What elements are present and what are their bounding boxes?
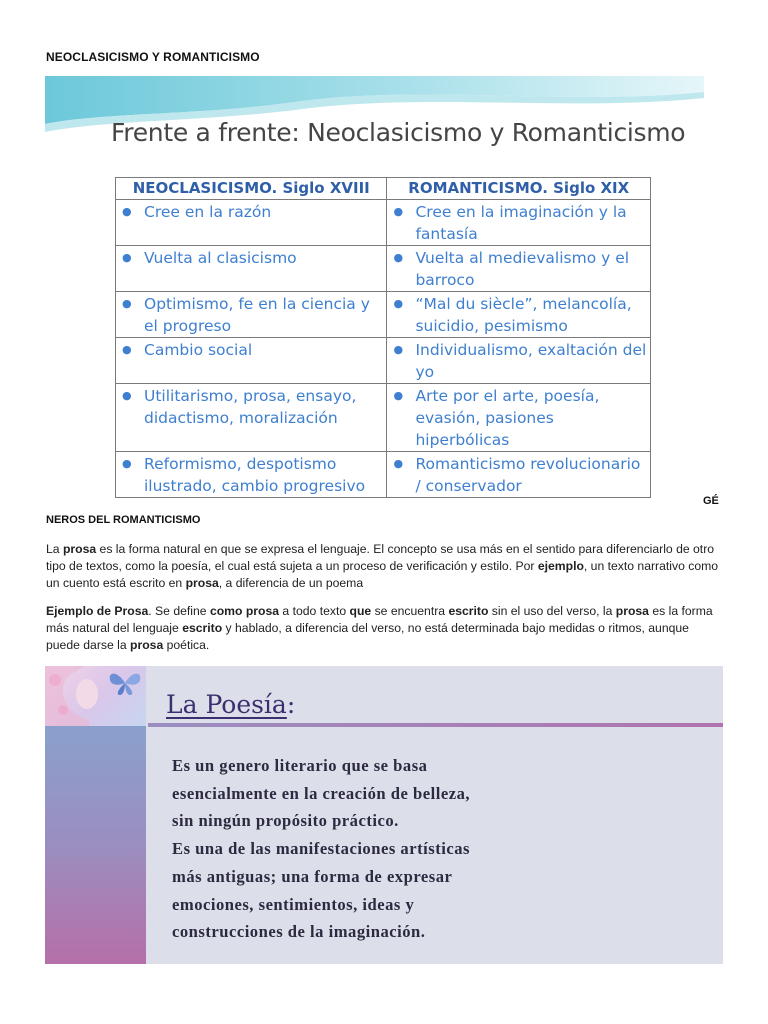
definition-line: Es una de las manifestaciones artísticas: [172, 839, 470, 859]
table-row: [116, 246, 651, 292]
cell-text: Arte por el arte, poesía, evasión, pasiones hiperbólicas: [415, 387, 600, 449]
definition-line: sin ningún propósito práctico.: [172, 811, 399, 831]
definition-line: Es un genero literario que se basa: [172, 756, 428, 775]
slide-title: Frente a frente: Neoclasicismo y Romanticismo: [111, 118, 686, 147]
definition-line: construcciones de la imaginación.: [172, 922, 426, 942]
cell-text: Reformismo, despotismo ilustrado, cambio progresivo: [144, 455, 366, 495]
table-row: [116, 384, 651, 452]
bullet-icon: ●: [393, 251, 404, 264]
poesia-definition: [172, 752, 712, 946]
prosa-paragraph: La prosa es la forma natural en que se expresa el lenguaje. El concepto se usa más en el sentido para diferenciarlo de otro tipo de textos, como la poesía, el cual está sujeta a un proceso de verificación y estilo. Por ejemplo, un texto narrativo como un cuento está escrito en prosa, a diferencia de un poema: [46, 542, 719, 590]
cell-text: Cree en la imaginación y la fantasía: [415, 203, 627, 243]
bullet-icon: ●: [122, 343, 132, 356]
header-neoclasicismo: NEOCLASICISMO. Siglo XVIII: [116, 178, 387, 200]
table-row: [116, 200, 651, 246]
table-row: [116, 452, 651, 498]
table-header-row: [116, 178, 651, 200]
definition-line: más antiguas; una forma de expresar: [172, 866, 453, 886]
cell-text: “Mal du siècle”, melancolía, suicidio, pesimismo: [415, 295, 632, 335]
bullet-icon: ●: [122, 297, 132, 310]
comparison-slide: [45, 76, 704, 506]
bullet-icon: ●: [122, 251, 132, 264]
cell-text: Romanticismo revolucionario / conservador: [415, 455, 641, 495]
definition-line: emociones, sentimientos, ideas y: [172, 894, 415, 914]
section-heading: NEROS DEL ROMANTICISMO: [46, 514, 201, 526]
bullet-icon: ●: [393, 389, 404, 402]
butterfly-icon: [107, 668, 143, 698]
bullet-icon: ●: [393, 205, 404, 218]
cell-text: Vuelta al medievalismo y el barroco: [415, 249, 630, 289]
poesia-slide: [45, 666, 723, 964]
bullet-icon: ●: [393, 343, 404, 356]
table-row: [116, 338, 651, 384]
bullet-icon: ●: [393, 297, 404, 310]
cell-text: Individualismo, exaltación del yo: [415, 341, 647, 381]
bullet-icon: ●: [393, 457, 404, 470]
document-title: NEOCLASICISMO Y ROMANTICISMO: [46, 50, 260, 64]
side-accent-bar: [45, 726, 146, 964]
cell-text: Optimismo, fe en la ciencia y el progreso: [144, 295, 370, 335]
cell-text: Utilitarismo, prosa, ensayo, didactismo, moralización: [144, 387, 357, 427]
table-row: [116, 292, 651, 338]
bullet-icon: ●: [122, 457, 132, 470]
heading-fragment: GÉ: [703, 495, 719, 507]
title-rule: [148, 723, 723, 727]
header-romanticismo: ROMANTICISMO. Siglo XIX: [387, 178, 651, 200]
bullet-icon: ●: [122, 389, 132, 402]
slide-title: La Poesía:: [166, 690, 296, 719]
definition-line: esencialmente en la creación de belleza,: [172, 783, 471, 803]
cell-text: Vuelta al clasicismo: [144, 249, 297, 267]
cell-text: Cambio social: [144, 341, 253, 359]
cell-text: Cree en la razón: [144, 203, 272, 221]
bullet-icon: ●: [122, 205, 132, 218]
ejemplo-paragraph: Ejemplo de Prosa. Se define como prosa a todo texto que se encuentra escrito sin el uso del verso, la prosa es la forma más natural del lenguaje escrito y hablado, a diferencia del verso, no está determinada bajo medidas o ritmos, aunque puede darse la prosa poética.: [46, 604, 713, 652]
comparison-table: [115, 177, 651, 498]
